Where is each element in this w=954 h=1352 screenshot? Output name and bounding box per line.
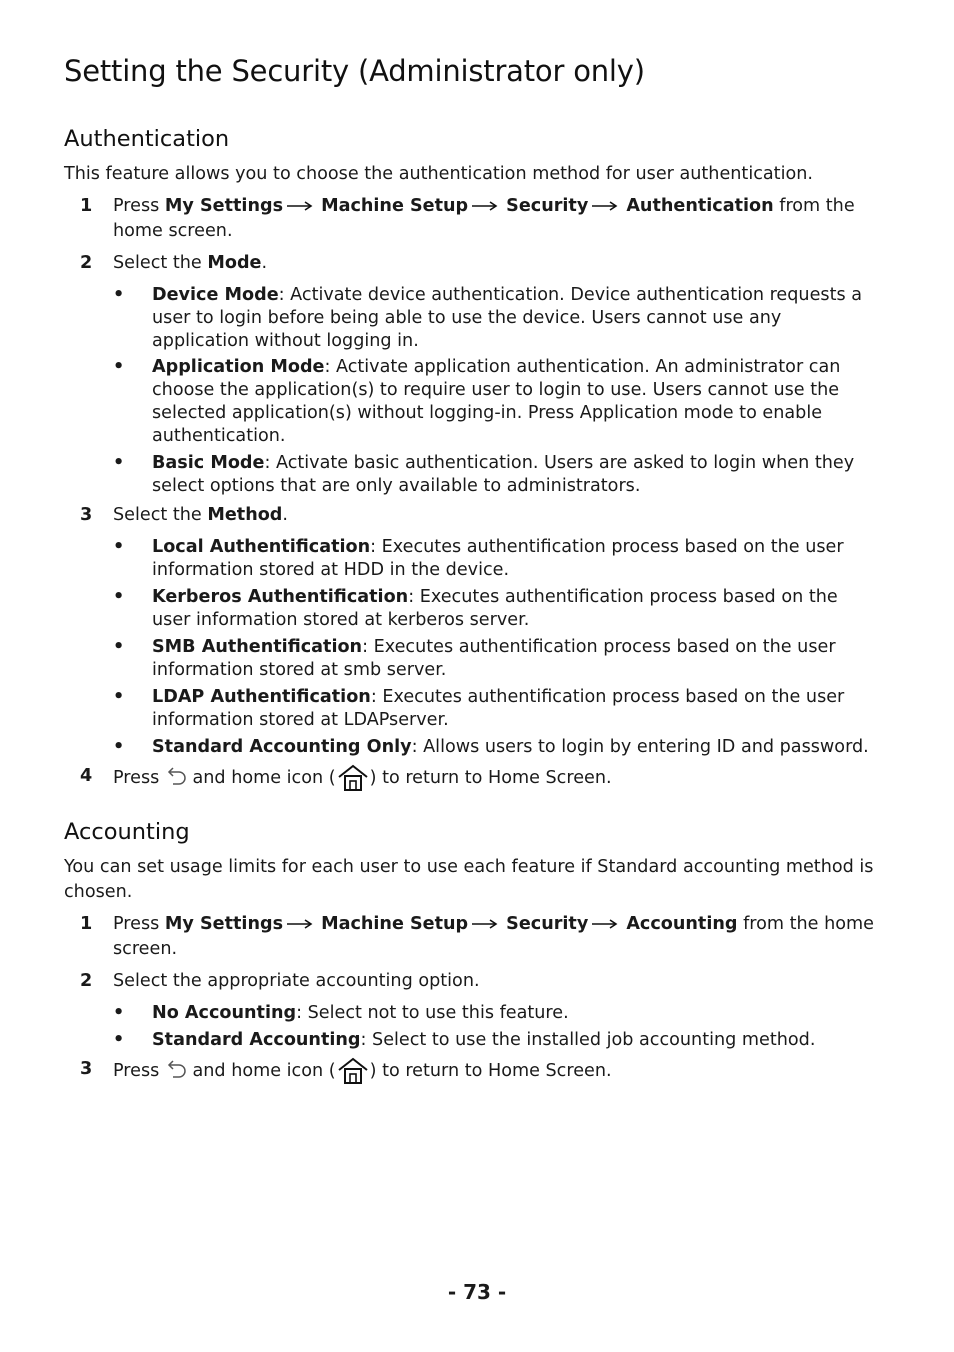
step-press-text: Press [113,196,160,216]
step-term: Mode [207,253,262,273]
step-number: 1 [80,196,93,216]
bullet-desc: : Executes authentification process based on the user information stored at HDD in the device. [152,537,844,580]
bullet-term: No Accounting [152,1003,297,1023]
bullet-dot: • [113,453,125,473]
long-right-arrow-icon [592,919,618,929]
step-number: 2 [80,971,93,991]
back-arrow-icon [165,766,187,790]
bullet-desc: : Activate basic authentication. Users are asked to login when they select options that are only available to administrators. [152,453,855,496]
step-suffix: from the home screen. [113,914,874,959]
section-heading-authentication: Authentication [64,126,230,152]
bullet-desc: : Select not to use this feature. [296,1003,569,1023]
bullet-dot: • [113,737,125,757]
accounting-intro: You can set usage limits for each user to use each feature if Standard accounting method is chosen. [64,857,874,902]
long-right-arrow-icon [287,919,313,929]
bullet-dot: • [113,1003,125,1023]
step-text: Select the [113,505,202,525]
menu-path-item: Accounting [626,914,738,934]
bullet-desc: : Executes authentification process based on the user information stored at smb server. [152,637,836,680]
bullet-term: Kerberos Authentification [152,587,409,607]
authentication-intro: This feature allows you to choose the authentication method for user authentication. [64,164,813,184]
step-term: Method [207,505,283,525]
menu-path-item: Security [506,914,589,934]
bullet-term: Device Mode [152,285,279,305]
step-number: 2 [80,253,93,273]
back-arrow-icon [165,1059,187,1083]
step-end-text: ) to return to Home Screen. [369,768,612,788]
bullet-term: Standard Accounting Only [152,737,412,757]
step-punct: . [282,505,288,525]
long-right-arrow-icon [287,201,313,211]
bullet-desc: : Executes authentification process based on the user information stored at LDAPserver. [152,687,845,730]
step-text: Select the appropriate accounting option. [113,971,480,991]
bullet-desc: : Allows users to login by entering ID and password. [411,737,869,757]
menu-path-item: My Settings [164,196,284,216]
step-mid-text: and home icon ( [192,1061,336,1081]
page-number: - 73 - [447,1280,507,1304]
section-heading-accounting: Accounting [64,819,190,845]
menu-path-item: Authentication [626,196,774,216]
step-suffix: from the home screen. [113,196,855,241]
bullet-dot: • [113,587,125,607]
bullet-dot: • [113,637,125,657]
step-number: 4 [80,766,93,786]
step-end-text: ) to return to Home Screen. [369,1061,612,1081]
long-right-arrow-icon [592,201,618,211]
page-title: Setting the Security (Administrator only) [64,54,645,88]
home-icon [336,764,370,792]
step-text: Select the [113,253,202,273]
step-press-text: Press [113,914,160,934]
bullet-dot: • [113,1030,125,1050]
long-right-arrow-icon [472,919,498,929]
bullet-desc: : Executes authentification process based on the user information stored at kerberos server. [152,587,838,630]
step-mid-text: and home icon ( [192,768,336,788]
bullet-term: SMB Authentification [152,637,363,657]
home-icon [336,1057,370,1085]
bullet-term: Local Authentification [152,537,371,557]
bullet-dot: • [113,285,125,305]
bullet-term: Application Mode [152,357,325,377]
step-press-text: Press [113,1061,160,1081]
step-number: 3 [80,505,93,525]
menu-path-item: My Settings [164,914,284,934]
bullet-term: Basic Mode [152,453,265,473]
step-number: 1 [80,914,93,934]
step-press-text: Press [113,768,160,788]
menu-path-item: Machine Setup [321,196,469,216]
bullet-desc: : Activate device authentication. Device authentication requests a user to login before being able to use the device. Users cannot use any application without logging in. [152,285,863,351]
step-punct: . [261,253,268,273]
bullet-desc: : Activate application authentication. An administrator can choose the application(s) to require user to login to use. Users cannot use the selected application(s) without logging-in. Press Application mode to enable authentication. [152,357,841,446]
bullet-term: LDAP Authentification [152,687,371,707]
bullet-desc: : Select to use the installed job accounting method. [360,1030,816,1050]
bullet-dot: • [113,537,125,557]
menu-path-item: Machine Setup [321,914,469,934]
menu-path-item: Security [506,196,589,216]
bullet-dot: • [113,687,125,707]
bullet-term: Standard Accounting [152,1030,361,1050]
step-number: 3 [80,1059,93,1079]
long-right-arrow-icon [472,201,498,211]
bullet-dot: • [113,357,125,377]
